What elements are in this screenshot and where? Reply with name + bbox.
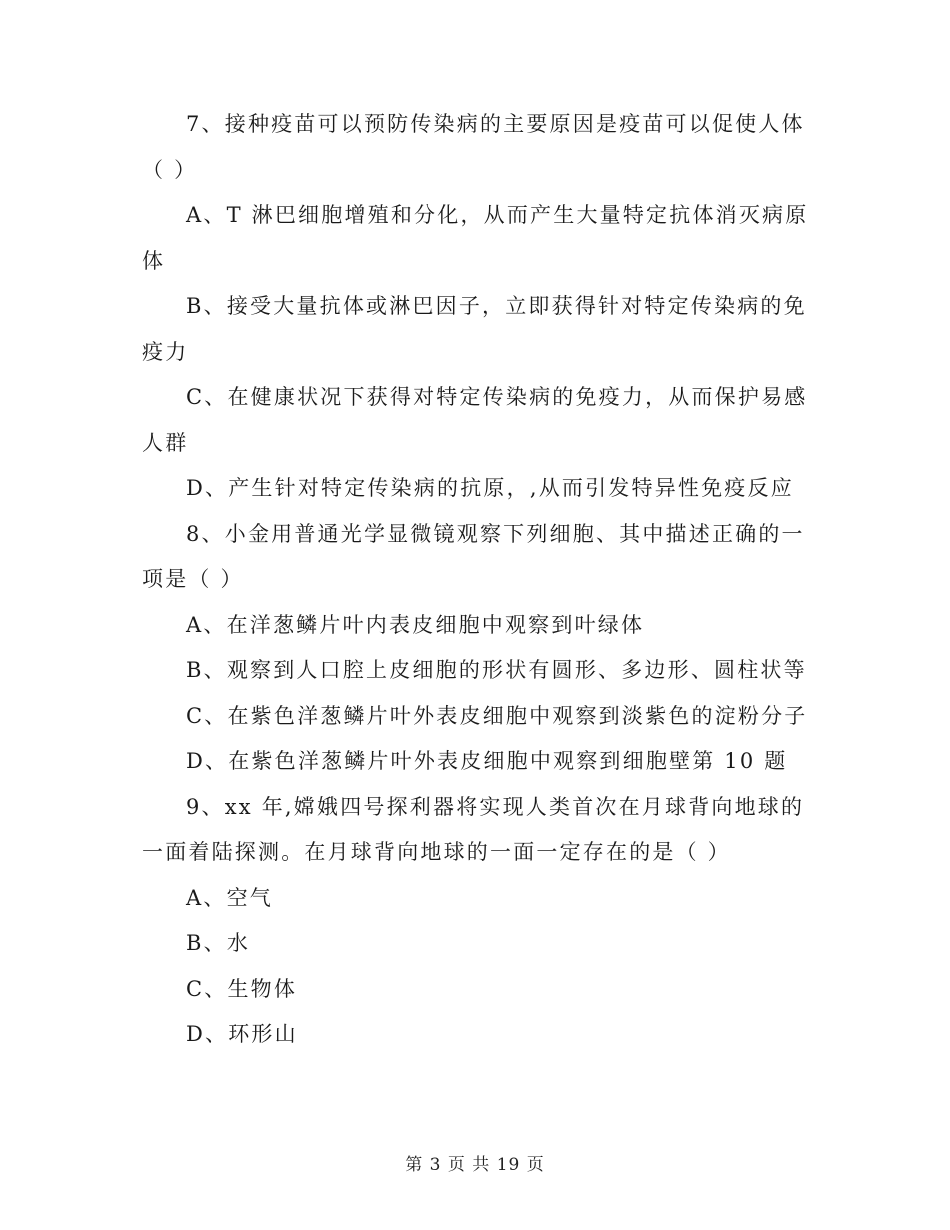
question-8-option-b: B、观察到人口腔上皮细胞的形状有圆形、多边形、圆柱状等 (186, 658, 807, 682)
question-8-option-d: D、在紫色洋葱鳞片叶外表皮细胞中观察到细胞壁第 10 题 (186, 749, 788, 773)
question-7-stem-line-2: （ ） (142, 157, 198, 182)
question-9-option-c: C、生物体 (186, 976, 298, 1001)
question-9-option-d: D、环形山 (186, 1022, 298, 1046)
question-9-option-a: A、空气 (186, 885, 273, 910)
question-7 (142, 102, 808, 512)
question-7-stem-line-1: 7、接种疫苗可以预防传染病的主要原因是疫苗可以促使人体 (186, 112, 805, 136)
question-7-option-b-line-2: 疫力 (142, 339, 189, 364)
question-7-option-d: D、产生针对特定传染病的抗原，,从而引发特异性免疫反应 (186, 476, 794, 500)
question-9-stem-line-2: 一面着陆探测。在月球背向地球的一面一定存在的是（ ） (142, 840, 731, 864)
question-9-stem-line-1: 9、xx 年,嫦娥四号探利器将实现人类首次在月球背向地球的 (186, 794, 805, 819)
question-7-option-b-line-1: B、接受大量抗体或淋巴因子，立即获得针对特定传染病的免 (186, 294, 807, 318)
question-7-option-a-line-2: 体 (142, 248, 166, 273)
question-8 (142, 512, 808, 785)
question-list (142, 102, 808, 1058)
question-9-option-b: B、水 (186, 931, 251, 955)
question-8-option-a: A、在洋葱鳞片叶内表皮细胞中观察到叶绿体 (186, 612, 645, 637)
question-7-option-c-line-1: C、在健康状况下获得对特定传染病的免疫力，从而保护易感 (186, 385, 808, 409)
page-number-footer: 第 3 页 共 19 页 (405, 1155, 545, 1175)
question-8-stem-line-2: 项是（ ） (142, 567, 244, 591)
question-8-stem-line-1: 8、小金用普通光学显微镜观察下列细胞、其中描述正确的一 (186, 521, 805, 546)
question-7-option-a-line-1: A、T 淋巴细胞增殖和分化，从而产生大量特定抗体消灭病原 (186, 203, 809, 227)
question-8-option-c: C、在紫色洋葱鳞片叶外表皮细胞中观察到淡紫色的淀粉分子 (186, 703, 808, 728)
question-7-option-c-line-2: 人群 (142, 430, 189, 455)
question-9 (142, 785, 808, 1058)
